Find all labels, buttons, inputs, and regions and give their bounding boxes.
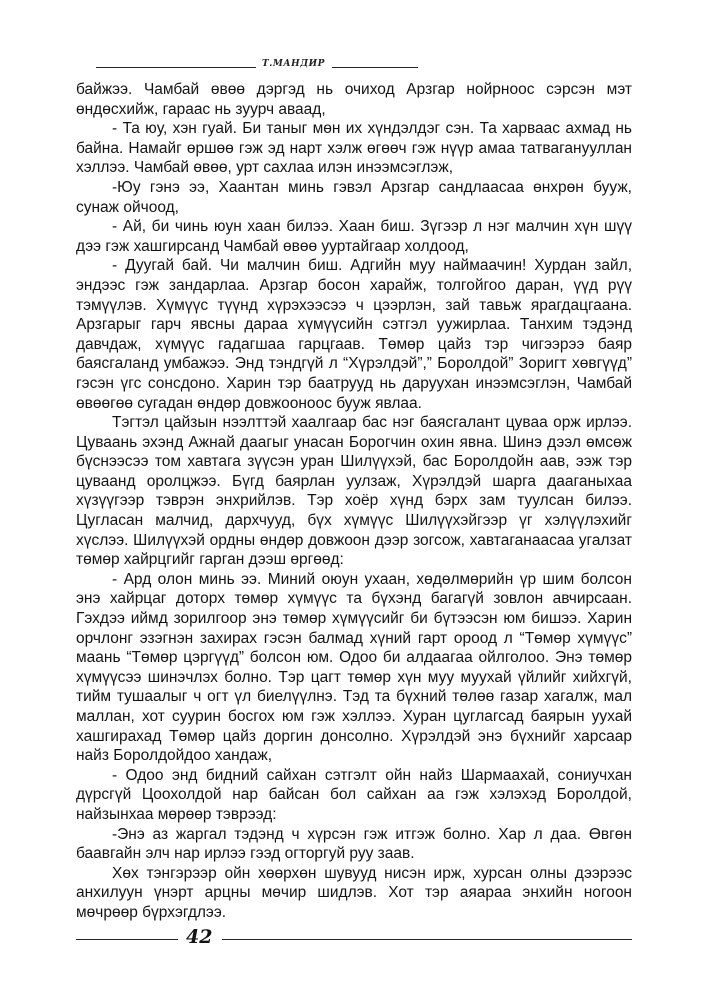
paragraph: - Ард олон минь ээ. Миний оюун ухаан, хөдөлмөрийн үр шим болсон энэ хайрцаг доторх төмөр хүмүүс та бүхэнд багагүй зовлон авчирсаан. Гэхдээ иймд зорилгоор энэ төмөр хүмүүсийг би бүтээсэн юм бишээ. Харин орчлонг эзэгнэн захирах гэсэн балмад хүний гарт ороод л “Төмөр хүмүүс” маань “Төмөр цэргүүд” болсон юм. Одоо би алдаагаа ойлголоо. Энэ төмөр хүмүүсээ шинэчлэх болно. Тэр цагт төмөр хүн муу муухай үйлийг хийхгүй, тийм тушаалыг ч огт үл биелүүлнэ. Тэд та бүхний төлөө газар хагалж, мал маллан, хот суурин босгох юм гэж хэллээ. Хуран цуглагсад баярын уухай хашгирахад Төмөр цайз доргин донсолно. Хүрэлдэй энэ бүхнийг харсаар найз Боролдойдоо хандаж, [76, 570, 632, 765]
body-text [76, 80, 632, 923]
page-footer [76, 926, 632, 956]
paragraph: -Энэ аз жаргал тэдэнд ч хүрсэн гэж итгэж болно. Хар л даа. Өвгөн баавгайн элч нар ирлээ гээд огторгуй руу заав. [76, 825, 632, 863]
page-number: 42 [186, 926, 213, 948]
paragraph: Тэгтэл цайзын нээлттэй хаалгаар бас нэг баясгалант цуваа орж ирлээ. Цуваань эхэнд Ажнай даагыг унасан Борогчин охин явна. Шинэ дээл өмсөж бүснээсээ том хавтага зүүсэн уран Шилүүхэй, бас Боролдойн аав, ээж тэр цуваанд оролцжээ. Бүгд баярлан уулзаж, Хүрэлдэй шарга дааганыхаа хүзүүгээр тэврэн энхрийлэв. Тэр хоёр хүнд бэрх зам туулсан билээ. Цугласан малчид, дархчууд, бүх хүмүүс Шилүүхэйгээр үг хэлүүлэхийг хүслээ. Шилүүхэй ордны өндөр довжоон дээр зогсож, хавтаганаасаа угалзат төмөр хайрцгийг гарган дээш өргөөд: [76, 414, 632, 569]
footer-rule-right [222, 939, 632, 940]
paragraph: - Одоо энд бидний сайхан сэтгэлт ойн найз Шармаахай, сониучхан дүрсгүй Цоохолдой нар байсан бол сайхан аа гэж хэлэхэд Боролдой, найзынхаа мөрөөр тэврээд: [76, 766, 632, 823]
footer-rule-left [76, 939, 178, 940]
header-rule-right [332, 67, 418, 68]
header-author: Т.МАНДИР [262, 59, 325, 69]
paragraph: - Ай, би чинь юун хаан билээ. Хаан биш. Зүгээр л нэг малчин хүн шүү дээ гэж хашгирсанд Чамбай өвөө ууртайгаар холдоод, [76, 218, 632, 255]
header-rule-left [96, 67, 256, 68]
paragraph: - Та юу, хэн гуай. Би таныг мөн их хүндэлдэг сэн. Та харваас ахмад нь байна. Намайг өршөө гэж эд нарт хэлж өгөөч гэж нүүр амаа татваганууллан хэллээ. Чамбай өвөө, урт сахлаа илэн инээмсэглэж, [76, 120, 632, 177]
paragraph: Хөх тэнгэрээр ойн хөөрхөн шувууд нисэн ирж, хурсан олны дээрээс анхилуун үнэрт арцны мөчир шидлэв. Хот тэр аяараа энхийн ногоон мөчрөөр бүрхэгдлээ. [76, 864, 632, 921]
paragraph: -Юу гэнэ ээ, Хаантан минь гэвэл Арзгар сандлаасаа өнхрөн бууж, сунаж ойчоод, [76, 178, 632, 216]
paragraph: байжээ. Чамбай өвөө дэргэд нь очиход Арзгар нойрноос сэрсэн мэт өндөсхийж, гараас нь зуурч аваад, [76, 81, 632, 118]
paragraph: - Дуугай бай. Чи малчин биш. Адгийн муу наймаачин! Хурдан зайл, эндээс гэж зандарлаа. Арзгар босон харайж, толгойгоо даран, үүд рүү тэмүүлэв. Хүмүүс түүнд хүрэхээсээ ч цээрлэн, зай тавьж ярагдацгаана. Арзгарыг гарч явсны дараа хүмүүсийн сэтгэл уужирлаа. Танхим тэдэнд давчдаж, хүмүүс гадагшаа гарцгаав. Төмөр цайз тэр чигээрээ баяр баясгаланд умбажээ. Энд тэндгүй л “Хүрэлдэй”,” Боролдой” Зоригт хөвгүүд” гэсэн үгс сонсдоно. Харин тэр баатрууд нь даруухан инээмсэглэн, Чамбай өвөөгөө сугадан өндөр довжооноос бууж явлаа. [76, 257, 632, 412]
running-header [76, 58, 632, 78]
